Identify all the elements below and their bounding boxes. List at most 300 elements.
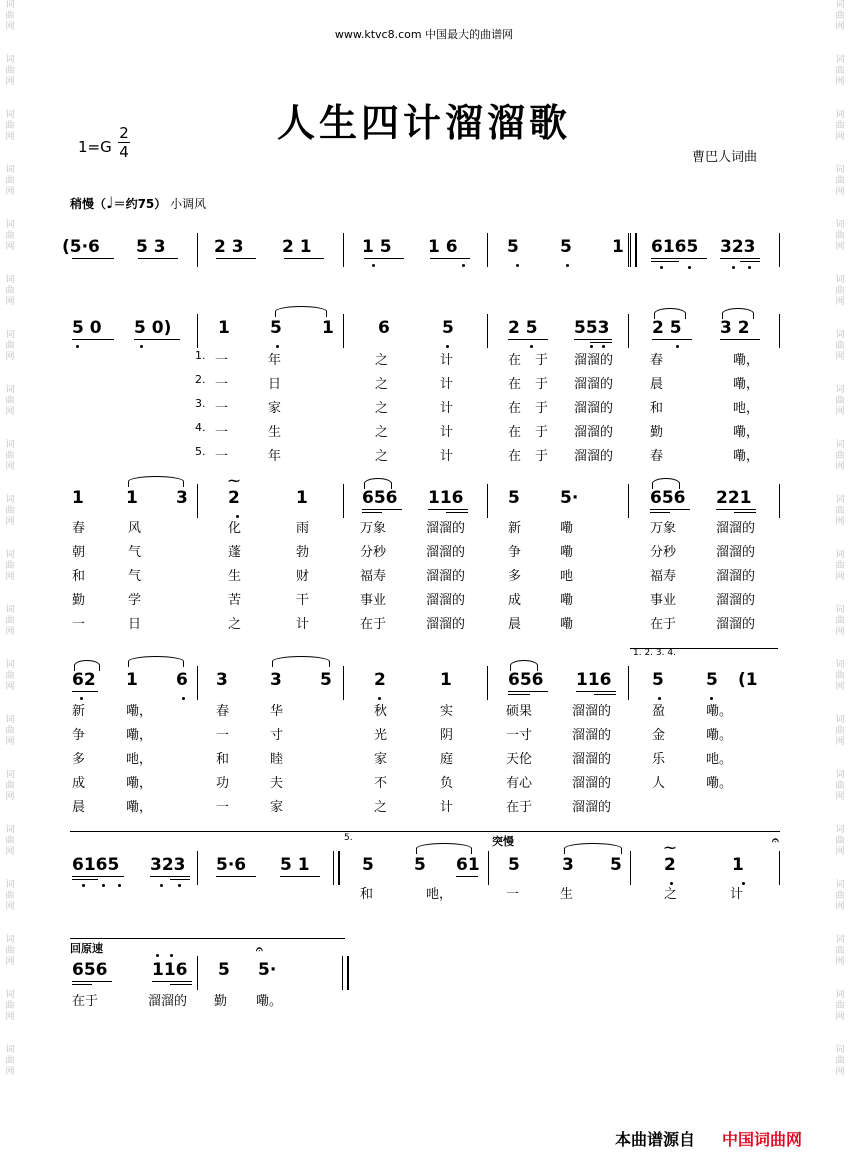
notation-note: 1: [440, 670, 452, 690]
lyric: 3.: [195, 397, 206, 410]
notation-note: 323: [150, 855, 186, 875]
notation-note: 6165: [651, 237, 699, 257]
octave-dot: [76, 345, 79, 348]
lyric: 吔，: [426, 887, 453, 902]
lyric: 之: [664, 887, 678, 902]
bar-line: [487, 484, 488, 518]
lyric: 化: [228, 521, 242, 536]
notation-note: 656: [508, 670, 544, 690]
time-signature: [118, 124, 130, 161]
bar-line: [488, 851, 489, 885]
lyric: 硕果: [506, 704, 533, 719]
notation-note: 3: [176, 488, 188, 508]
lyric: 春: [72, 521, 86, 536]
beam-line: [72, 691, 98, 692]
bar-line: [197, 314, 198, 348]
lyric: 在: [508, 353, 522, 368]
octave-dot: [462, 264, 465, 267]
slur-arc: [275, 306, 327, 317]
notation-note: 6165: [72, 855, 120, 875]
lyric: 和: [360, 887, 374, 902]
bar-line: [779, 484, 780, 518]
lyric: 春: [216, 704, 230, 719]
notation-note: 5: [362, 855, 374, 875]
lyric: 气: [128, 545, 142, 560]
lyric: 晨: [72, 800, 86, 815]
lyric: 4.: [195, 421, 206, 434]
lyric: 溜溜的: [716, 545, 756, 560]
lyric: 福寿: [650, 569, 677, 584]
octave-dot: [590, 345, 593, 348]
notation-note: 116: [576, 670, 612, 690]
lyric: 计: [440, 377, 454, 392]
notation-note: 1: [218, 318, 230, 338]
beam-line: [72, 984, 92, 985]
tempo-paren: （: [94, 197, 107, 211]
lyric: 计: [440, 401, 454, 416]
lyric: 和: [216, 752, 230, 767]
notation-note: 1: [296, 488, 308, 508]
key-signature: 1=G: [78, 138, 112, 156]
lyric: 一: [215, 353, 229, 368]
lyric: 华: [270, 704, 284, 719]
lyric: 嘞，: [126, 728, 153, 743]
beam-line: [428, 509, 468, 510]
tempo-value: ＝约75）: [113, 197, 167, 211]
lyric: 嘞，: [126, 704, 153, 719]
beam-line: [170, 879, 190, 880]
time-top: 2: [119, 124, 129, 142]
lyric: 嘞: [560, 593, 574, 608]
slur-arc: [564, 843, 622, 854]
notation-note: 323: [720, 237, 756, 257]
lyric: 日: [128, 617, 142, 632]
lyric: 溜溜的: [572, 800, 612, 815]
slur-arc: [510, 660, 538, 671]
beam-line: [652, 339, 692, 340]
lyric: 嘞。: [706, 704, 733, 719]
notation-note: 1: [126, 488, 138, 508]
octave-dot: [178, 884, 181, 887]
repeat-bar: [333, 851, 340, 885]
notation-note: 5·: [560, 488, 579, 508]
lyric: 嘞: [560, 521, 574, 536]
lyric: 盈: [652, 704, 666, 719]
lyric: 风: [128, 521, 142, 536]
notation-note: 656: [72, 960, 108, 980]
lyric: 1.: [195, 349, 206, 362]
lyric: 溜溜的: [574, 401, 614, 416]
notation-note: 62: [72, 670, 96, 690]
slur-arc: [128, 476, 184, 487]
trill-mark: ⁓: [664, 841, 676, 855]
repeat-bar: [630, 233, 637, 267]
lyric: 5.: [195, 445, 206, 458]
lyric: 年: [268, 353, 282, 368]
lyric: 溜溜的: [572, 776, 612, 791]
lyric: 在于: [72, 994, 99, 1009]
lyric: 晨: [650, 377, 664, 392]
notation-note: 116: [428, 488, 464, 508]
beam-line: [508, 339, 548, 340]
beam-line: [72, 876, 124, 877]
notation-note: (1: [738, 670, 758, 690]
notation-note: 5: [508, 488, 520, 508]
lyric: 和: [72, 569, 86, 584]
octave-dot: [566, 264, 569, 267]
system-line: [70, 831, 780, 832]
slur-arc: [364, 478, 392, 489]
lyric: 勤: [650, 425, 664, 440]
lyric: 吔，: [733, 401, 760, 416]
lyric: 嘞，: [733, 449, 760, 464]
lyric: 一: [215, 377, 229, 392]
notation-note: 656: [362, 488, 398, 508]
lyric: 勃: [296, 545, 310, 560]
lyric: 之: [375, 401, 389, 416]
beam-line: [650, 509, 690, 510]
bar-line: [779, 233, 780, 267]
lyric: 日: [268, 377, 282, 392]
lyric: 溜溜的: [574, 377, 614, 392]
bar-line: [197, 956, 198, 990]
octave-dot: [748, 266, 751, 269]
notation-note: 1 6: [428, 237, 458, 257]
lyric: 溜溜的: [716, 617, 756, 632]
lyric: 福寿: [360, 569, 387, 584]
beam-line: [150, 876, 190, 877]
notation-note: (5·6: [62, 237, 100, 257]
slur-arc: [722, 308, 754, 319]
beam-line: [651, 258, 707, 259]
lyric: 财: [296, 569, 310, 584]
lyric: 勤: [72, 593, 86, 608]
lyric: 晨: [508, 617, 522, 632]
beam-line: [216, 876, 256, 877]
lyric: 分秒: [650, 545, 677, 560]
beam-line: [362, 512, 382, 513]
beam-line: [446, 512, 468, 513]
notation-note: 5 3: [136, 237, 166, 257]
octave-dot: [118, 884, 121, 887]
lyric: 溜溜的: [716, 521, 756, 536]
lyric: 人: [652, 776, 666, 791]
lyric: 生: [268, 425, 282, 440]
beam-line: [574, 339, 612, 340]
lyric: 溜溜的: [148, 994, 188, 1009]
notation-note: 5: [270, 318, 282, 338]
beam-line: [508, 694, 530, 695]
lyric: 溜溜的: [572, 704, 612, 719]
octave-dot: [156, 954, 159, 957]
lyric: 嘞。: [706, 776, 733, 791]
notation-note: 5 0): [134, 318, 172, 338]
lyric: 寸: [270, 728, 284, 743]
system-line: [70, 938, 345, 939]
octave-dot: [516, 264, 519, 267]
notation-note: 2: [374, 670, 386, 690]
lyric: 有心: [506, 776, 533, 791]
lyric: 之: [375, 377, 389, 392]
lyric: 溜溜的: [574, 449, 614, 464]
notation-note: 5: [560, 237, 572, 257]
octave-dot: [732, 266, 735, 269]
octave-dot: [82, 884, 85, 887]
lyric: 计: [440, 353, 454, 368]
lyric: 生: [228, 569, 242, 584]
lyric: 嘞: [560, 545, 574, 560]
beam-line: [134, 339, 180, 340]
notation-note: 1: [732, 855, 744, 875]
notation-note: 5: [320, 670, 332, 690]
lyric: 于: [535, 425, 549, 440]
lyric: 多: [508, 569, 522, 584]
bar-line: [343, 666, 344, 700]
notation-note: 2 5: [652, 318, 682, 338]
beam-line: [456, 876, 478, 877]
lyric: 之: [228, 617, 242, 632]
lyric: 一: [215, 449, 229, 464]
lyric: 在: [508, 425, 522, 440]
beam-line: [740, 261, 760, 262]
notation-note: 5: [507, 237, 519, 257]
lyric: 乐: [652, 752, 666, 767]
lyric: 万象: [650, 521, 677, 536]
notation-note: 5: [218, 960, 230, 980]
notation-note: 3: [216, 670, 228, 690]
tempo-word: 稍慢: [70, 197, 95, 211]
lyric: 争: [508, 545, 522, 560]
octave-dot: [102, 884, 105, 887]
bar-line: [628, 233, 629, 267]
quarter-note-icon: ♩: [106, 193, 114, 212]
lyric: 溜溜的: [426, 521, 466, 536]
bar-line: [343, 484, 344, 518]
sudden-slow-label: 突慢: [492, 835, 514, 848]
beam-line: [216, 258, 256, 259]
lyric: 庭: [440, 752, 454, 767]
octave-dot: [676, 345, 679, 348]
lyric: 天伦: [506, 752, 533, 767]
bar-line: [197, 666, 198, 700]
lyric: 和: [650, 401, 664, 416]
lyric: 溜溜的: [574, 353, 614, 368]
lyric: 溜溜的: [426, 545, 466, 560]
lyric: 负: [440, 776, 454, 791]
notation-note: 5·: [258, 960, 277, 980]
back-tempo-label: 回原速: [70, 942, 103, 955]
bar-line: [197, 233, 198, 267]
lyric: 分秒: [360, 545, 387, 560]
lyric: 计: [440, 800, 454, 815]
lyric: 苦: [228, 593, 242, 608]
slur-arc: [74, 660, 100, 671]
beam-line: [650, 512, 670, 513]
beam-line: [284, 258, 324, 259]
beam-line: [170, 984, 192, 985]
fermata-mark: 𝄐: [256, 942, 263, 956]
lyric: 一: [215, 401, 229, 416]
lyric: 于: [535, 353, 549, 368]
watermark-left: 词 曲 网 词 曲 网 词 曲 网 词 曲 网 词 曲 网 词 曲 网 词 曲 网 词 曲 网 词 曲 网 词 曲 网 词 曲 网 词 曲 网 词 曲 网 词 曲 网 词 曲 网 词 曲 网 词 曲 网 词 曲 网 词 曲 网 词 曲 网: [5, 0, 15, 1077]
notation-note: 6: [176, 670, 188, 690]
beam-line: [430, 258, 470, 259]
lyric: 计: [296, 617, 310, 632]
notation-note: 61: [456, 855, 480, 875]
lyric: 嘞，: [733, 425, 760, 440]
lyric: 成: [508, 593, 522, 608]
lyric: 新: [508, 521, 522, 536]
lyric: 生: [560, 887, 574, 902]
lyric: 嘞。: [256, 994, 283, 1009]
trill-mark: ⁓: [228, 474, 240, 488]
beam-line: [720, 339, 760, 340]
beam-line: [72, 258, 114, 259]
lyric: 春: [650, 449, 664, 464]
footer-site: 中国词曲网: [722, 1130, 803, 1149]
lyric: 计: [730, 887, 744, 902]
beam-line: [152, 981, 192, 982]
repeat-bar: [342, 956, 349, 990]
beam-line: [364, 258, 404, 259]
ending-five-label: 5.: [344, 833, 353, 843]
lyric: 光: [374, 728, 388, 743]
lyric: 事业: [650, 593, 677, 608]
time-bottom: 4: [119, 143, 129, 161]
octave-dot: [160, 884, 163, 887]
bar-line: [628, 314, 629, 348]
lyric: 之: [375, 449, 389, 464]
lyric: 雨: [296, 521, 310, 536]
bar-line: [628, 484, 629, 518]
notation-note: 2 1: [282, 237, 312, 257]
bar-line: [487, 233, 488, 267]
beam-line: [362, 509, 402, 510]
beam-line: [734, 512, 756, 513]
lyric: 金: [652, 728, 666, 743]
octave-dot: [140, 345, 143, 348]
lyric: 于: [535, 401, 549, 416]
lyric: 阴: [440, 728, 454, 743]
lyric: 在: [508, 449, 522, 464]
lyric: 在于: [506, 800, 533, 815]
lyric: 在于: [360, 617, 387, 632]
lyric: 溜溜的: [426, 617, 466, 632]
lyric: 嘞，: [126, 776, 153, 791]
notation-note: 3: [270, 670, 282, 690]
lyric: 一: [72, 617, 86, 632]
fermata-mark: 𝄐: [772, 833, 779, 847]
lyric: 年: [268, 449, 282, 464]
beam-line: [280, 876, 320, 877]
lyric: 万象: [360, 521, 387, 536]
octave-dot: [170, 954, 173, 957]
octave-dot: [602, 345, 605, 348]
watermark-right: 词 曲 网 词 曲 网 词 曲 网 词 曲 网 词 曲 网 词 曲 网 词 曲 网 词 曲 网 词 曲 网 词 曲 网 词 曲 网 词 曲 网 词 曲 网 词 曲 网 词 曲 网 词 曲 网 词 曲 网 词 曲 网 词 曲 网 词 曲 网: [835, 0, 845, 1077]
lyric: 之: [374, 800, 388, 815]
notation-note: 5 1: [280, 855, 310, 875]
lyric: 一寸: [506, 728, 533, 743]
lyric: 蓬: [228, 545, 242, 560]
lyric: 嘞，: [126, 800, 153, 815]
footer-source: 本曲谱源自: [615, 1130, 696, 1149]
octave-dot: [276, 345, 279, 348]
octave-dot: [660, 266, 663, 269]
notation-note: 3 2: [720, 318, 750, 338]
lyric: 气: [128, 569, 142, 584]
lyric: 春: [650, 353, 664, 368]
lyric: 吔: [560, 569, 574, 584]
lyric: 睦: [270, 752, 284, 767]
slur-arc: [128, 656, 184, 667]
octave-dot: [182, 697, 185, 700]
bar-line: [343, 233, 344, 267]
bar-line: [487, 314, 488, 348]
beam-line: [594, 694, 616, 695]
lyric: 之: [375, 425, 389, 440]
beam-line: [590, 342, 612, 343]
notation-note: 5: [652, 670, 664, 690]
song-title: 人生四计溜溜歌: [276, 100, 571, 145]
lyric: 学: [128, 593, 142, 608]
lyric: 秋: [374, 704, 388, 719]
bar-line: [197, 851, 198, 885]
lyric: 溜溜的: [574, 425, 614, 440]
notation-note: 2 3: [214, 237, 244, 257]
lyric: 溜溜的: [426, 569, 466, 584]
notation-note: 5: [414, 855, 426, 875]
lyric: 一: [215, 425, 229, 440]
site-url: www.ktvc8.com 中国最大的曲谱网: [334, 28, 514, 41]
lyric: 嘞。: [706, 728, 733, 743]
slur-arc: [652, 478, 680, 489]
lyric: 在: [508, 401, 522, 416]
lyric: 家: [374, 752, 388, 767]
octave-dot: [530, 345, 533, 348]
ending-one-label: 1. 2. 3. 4.: [633, 648, 676, 658]
lyric: 功: [216, 776, 230, 791]
notation-note: 116: [152, 960, 188, 980]
notation-note: 2 5: [508, 318, 538, 338]
slur-arc: [272, 656, 330, 667]
beam-line: [138, 258, 178, 259]
octave-dot: [688, 266, 691, 269]
lyric: 夫: [270, 776, 284, 791]
bar-line: [779, 851, 780, 885]
notation-note: 6: [378, 318, 390, 338]
lyric: 溜溜的: [716, 569, 756, 584]
beam-line: [508, 691, 548, 692]
lyric: 新: [72, 704, 86, 719]
lyric: 计: [440, 425, 454, 440]
beam-line: [72, 879, 98, 880]
lyric: 于: [535, 449, 549, 464]
notation-note: 221: [716, 488, 752, 508]
lyric: 家: [270, 800, 284, 815]
bar-line: [628, 666, 629, 700]
bar-line: [197, 484, 198, 518]
notation-note: 2: [228, 488, 240, 508]
slur-arc: [416, 843, 472, 854]
lyric: 事业: [360, 593, 387, 608]
lyric: 不: [374, 776, 388, 791]
bar-line: [630, 851, 631, 885]
notation-note: 5·6: [216, 855, 247, 875]
notation-note: 1: [322, 318, 334, 338]
beam-line: [72, 981, 112, 982]
beam-line: [651, 261, 679, 262]
lyric: 2.: [195, 373, 206, 386]
